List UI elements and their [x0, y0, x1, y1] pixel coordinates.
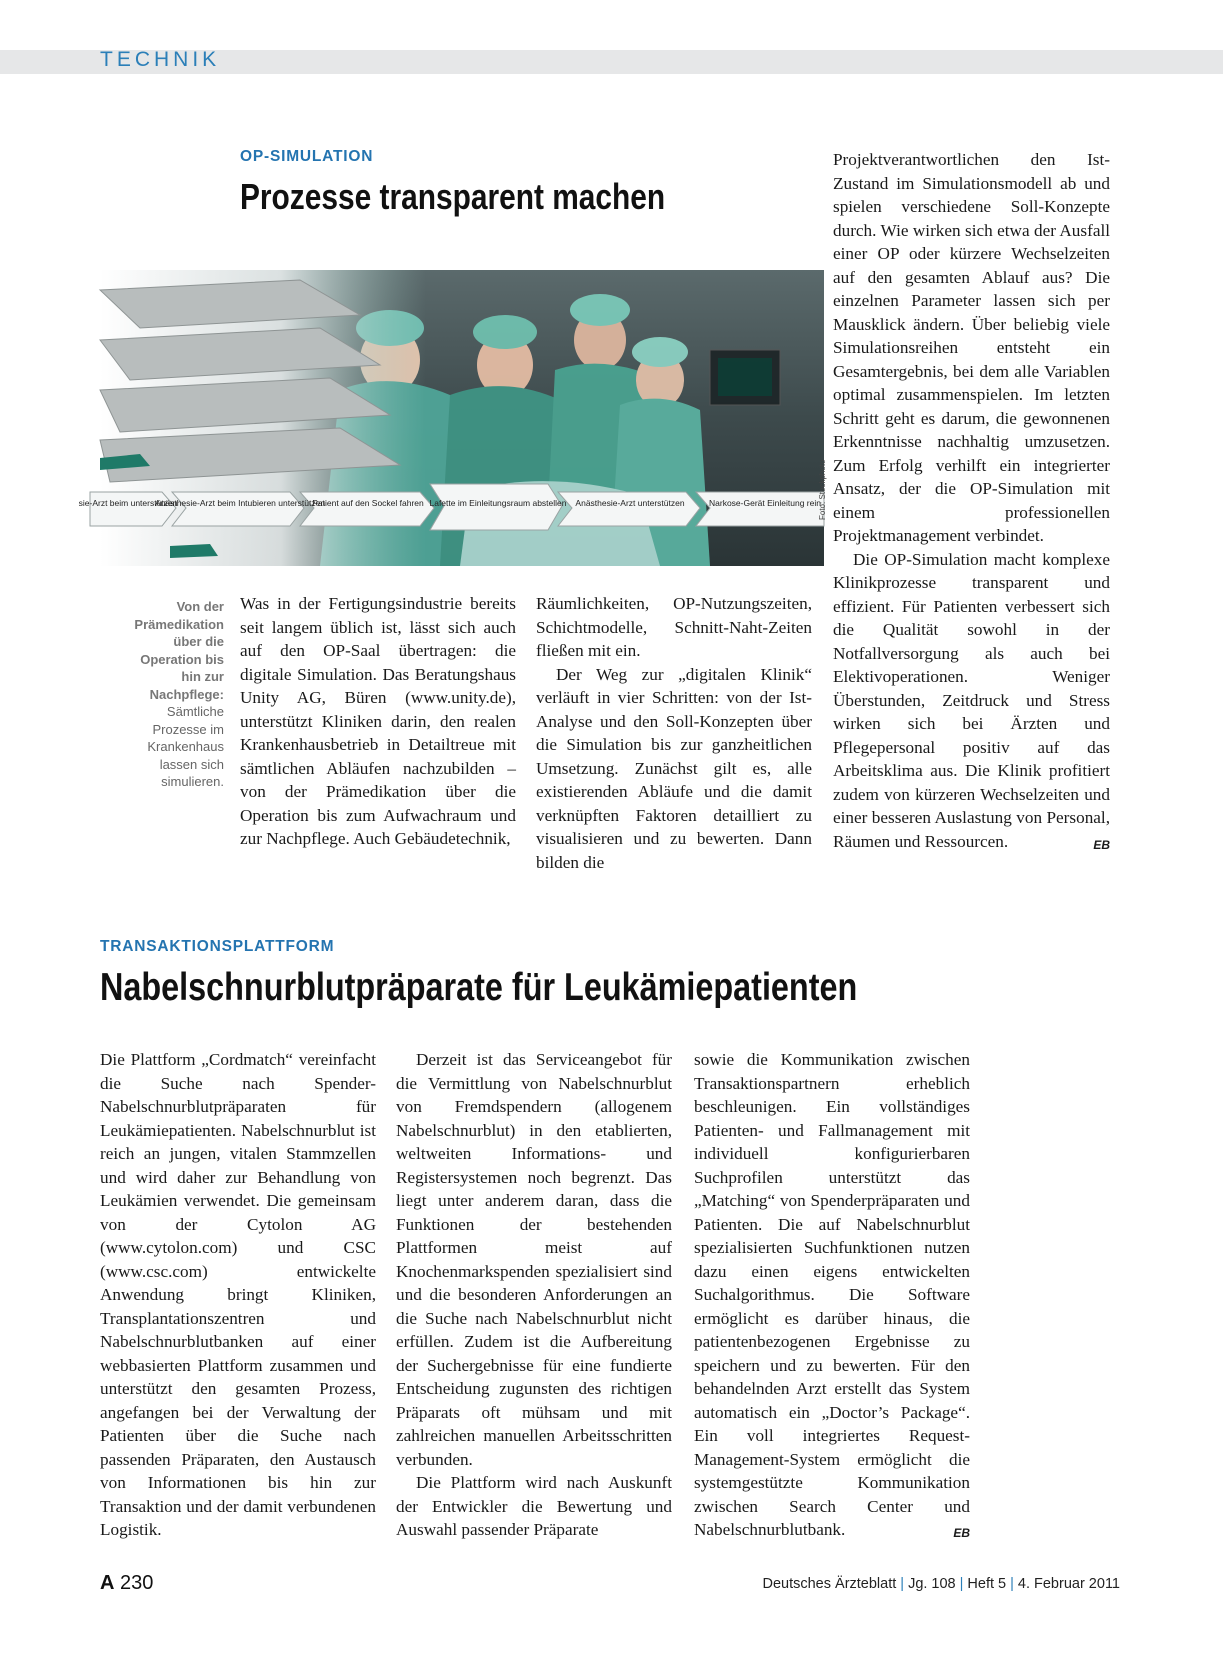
article1-column-2 — [536, 592, 812, 874]
journal-volume: Jg. 108 — [908, 1576, 956, 1592]
article1-title: Prozesse transparent machen — [240, 176, 666, 217]
article1-kicker: OP-SIMULATION — [240, 148, 374, 165]
page-number-value: 230 — [120, 1572, 154, 1594]
article2-column-3 — [694, 1048, 970, 1546]
op-simulation-figure — [78, 270, 824, 566]
article2-col2-p2: Die Plattform wird nach Auskunft der Entwickler die Bewertung und Auswahl passender Präparate — [396, 1473, 672, 1539]
article1-col3-p1: Projektverantwortlichen den Ist-Zustand im Simulationsmodell ab und spielen verschiedene Soll-Konzepte durch. Wie wirken sich etwa der Ausfall einer OP oder kürzere Wechselzeiten auf den gesamten Ablauf aus? Die einzelnen Parameter lassen sich per Mausklick ändern. Über beliebig viele Simulationsreihen entsteht ein Gesamtergebnis, bei dem alle Variablen optimal zusammenspielen. Im letzten Schritt geht es darum, die gewonnenen Erkenntnisse nachhaltig umzusetzen. Zum Erfolg verhilft ein integrierter Ansatz, der die OP-Simulation mit einem professionellen Projektmanagement verbindet. — [833, 150, 1110, 545]
figure-caption — [120, 598, 224, 791]
article1-column-1 — [240, 592, 516, 851]
article2-kicker: TRANSAKTIONSPLATTFORM — [100, 938, 335, 955]
article1-column-3 — [833, 148, 1110, 857]
step-6-label: Narkose-Gerät Einleitung rein — [709, 498, 821, 508]
step-1-label: sie-Arzt beim unterstützen — [78, 498, 178, 508]
caption-text: Sämtliche Prozesse im Krankenhaus lassen sich simulieren. — [147, 704, 224, 789]
figure-illustration — [78, 270, 824, 566]
article1-col1-text: Was in der Fertigungsindustrie bereits seit langem üblich ist, lässt sich auch auf den OP-Saal übertragen: die digitale Simulation. Das Beratungshaus Unity AG, Büren (www.unity.de), unterstützt Kliniken darin, den realen Krankenhausbetrieb in Detailtreue mit sämtlichen Abläufen nachzubilden – von der Prämedikation über die Operation bis zum Aufwachraum und zur Nachpflege. Auch Gebäudetechnik, — [240, 594, 516, 848]
article2-title: Nabelschnurblutpräparate für Leukämiepatienten — [100, 966, 858, 1009]
step-4-label: Lafette im Einleitungsraum abstellen — [429, 498, 567, 508]
article1-signature: EB — [1093, 837, 1110, 852]
journal-date: 4. Februar 2011 — [1017, 1576, 1120, 1592]
section-label: TECHNIK — [100, 48, 221, 71]
article2-column-2 — [396, 1048, 672, 1542]
article2-col2-p1: Derzeit ist das Serviceangebot für die Vermittlung von Nabelschnurblut von Fremdspendern (allogenem Nabelschnurblut) in den etablierten, weltweiten Informations- und Registersystemen noch begrenzt. Das liegt unter anderem daran, dass die Funktionen der bestehenden Plattformen meist auf Knochenmarkspenden spezialisiert sind und die besonderen Anforderungen an die Suche nach Nabelschnurblut nicht erfüllen. Zudem ist die Aufbereitung der Suchergebnisse für eine fundierte Entscheidung zugunsten des richtigen Präparats oft mühsam und mit zahlreichen manuellen Arbeitsschritten verbunden. — [396, 1050, 672, 1469]
page-prefix: A — [100, 1572, 115, 1594]
article2-col3-body: sowie die Kommunikation zwischen Transaktionspartnern erheblich beschleunigen. Ein vollständiges Patienten- und Fallmanagement mit individuell konfigurierbaren Suchprofilen unterstützt das „Matching“ von Spenderpräparaten und Patienten. Die auf Nabelschnurblut spezialisierten Suchfunktionen nutzen dazu einen eigens entwickelten Suchalgorithmus. Die Software ermöglicht es darüber hinaus, die patientenbezogenen Ergebnisse zu speichern und zu bewerten. Für den behandelnden Arzt erstellt das System automatisch ein „Doctor’s Package“. Ein voll integriertes Request-Management-System ermöglicht die systemgestützte Kommunikation zwischen Search Center und Nabelschnurblutbank. — [694, 1050, 970, 1539]
article1-col3-p2 — [833, 548, 1110, 854]
photo-credit: Foto: Stockphoto — [818, 459, 827, 520]
footer-journal-info: Deutsches Ärzteblatt | Jg. 108 | Heft 5 | 4. Februar 2011 — [762, 1576, 1120, 1592]
journal-name: Deutsches Ärzteblatt — [762, 1576, 897, 1592]
page-number — [100, 1572, 153, 1595]
article1-col2-p2: Der Weg zur „digitalen Klinik“ verläuft in vier Schritten: von der Ist-Analyse und den Soll-Konzepten über die Simulation bis zur ganzheitlichen Umsetzung. Zunächst gilt es, alle existierenden Abläufe und die damit verknüpften Faktoren detailliert zu visualisieren und zu bewerten. Dann bilden die — [536, 664, 812, 872]
article2-signature: EB — [953, 1526, 970, 1540]
article2-col1-text: Die Plattform „Cordmatch“ vereinfacht die Suche nach Spender-Nabelschnurblutpräparaten für Leukämiepatienten. Nabelschnurblut ist reich an jungen, vitalen Stammzellen und wird daher zur Behandlung von Leukämien verwendet. Die gemeinsam von der Cytolon AG (www.cytolon.com) und CSC (www.csc.com) entwickelte Anwendung bringt Kliniken, Transplantationszentren und Nabelschnurblutbanken auf einer webbasierten Plattform zusammen und unterstützt den gesamten Prozess, angefangen bei der Verwaltung der Patienten über die Suche nach passenden Präparaten, den Austausch von Informationen bis hin zur Transaktion und der damit verbundenen Logistik. — [100, 1050, 376, 1539]
caption-lead: Von der Prämedikation über die Operation bis hin zur Nachpflege: — [134, 599, 224, 702]
article1-col2-p1: Räumlichkeiten, OP-Nutzungszeiten, Schichtmodelle, Schnitt-Naht-Zeiten fließen mit ein. — [536, 594, 812, 660]
article2-col3-text — [694, 1048, 970, 1542]
step-5-label: Anästhesie-Arzt unterstützen — [575, 498, 685, 508]
journal-issue: Heft 5 — [967, 1576, 1007, 1592]
article2-column-1 — [100, 1048, 376, 1542]
step-2-label: Anästhesie-Arzt beim Intubieren unterstützen — [154, 498, 326, 508]
article1-col3-p2-text: Die OP-Simulation macht komplexe Klinikprozesse transparent und effizient. Für Patienten verbessert sich die Qualität sowohl in der Notfallversorgung als auch bei Elektivoperationen. Weniger Überstunden, Zeitdruck und Stress wirken sich bei Ärzten und Pflegepersonal positiv auf das Arbeitsklima aus. Die Klinik profitiert zudem von kürzeren Wechselzeiten und einer besseren Auslastung von Personal, Räumen und Ressourcen. — [833, 549, 1110, 851]
step-3-label: Patient auf den Sockel fahren — [312, 498, 424, 508]
